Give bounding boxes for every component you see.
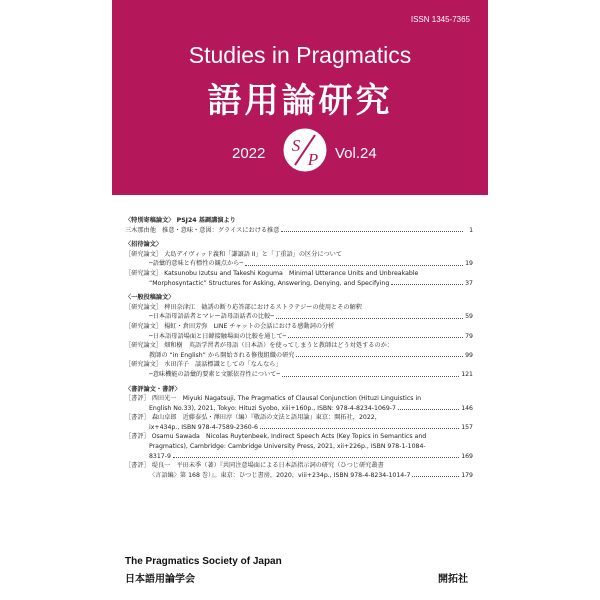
toc-page-number: 99 [465, 351, 473, 359]
toc-line-text: ─意味機能の語彙的要素と文脈依存性について─ [149, 370, 281, 378]
toc-entry [125, 269, 473, 288]
toc-page-number: 19 [465, 260, 473, 268]
toc-entry [125, 360, 473, 379]
toc-line [125, 269, 473, 279]
toc-line-text: ─日本語母語場面と日韓接触場面の比較を通して─ [149, 332, 287, 340]
toc-entry [125, 394, 473, 413]
toc-line [125, 250, 473, 260]
toc-page-number: 79 [465, 332, 473, 340]
cover-header-band [112, 0, 488, 195]
toc-leader-dots [391, 279, 463, 286]
toc-line-text: 8317-9 [149, 452, 171, 460]
journal-cover [112, 0, 488, 600]
publisher-name: 開拓社 [438, 574, 468, 585]
toc-line-text: ─日本語母語話者とマレー語母語話者の比較─ [149, 313, 275, 321]
toc-page-number: 157 [461, 423, 473, 431]
issue-year: 2022 [232, 145, 266, 162]
toc-entry [125, 432, 473, 461]
toc-line [125, 370, 473, 380]
toc-leader-dots [282, 370, 459, 377]
toc-entry [125, 250, 473, 269]
toc-line [125, 332, 473, 342]
toc-leader-dots [276, 312, 463, 319]
toc-line-text: ix+434p., ISBN 978-4-7589-2360-6 [149, 423, 258, 431]
toc-section-title: 〈招待論文〉 [125, 241, 163, 249]
toc-line-text: ［書評］ 森山卓郎 近藤泰弘・澤田淳（編）『敬語の文法と語用論』東京：開拓社，2022， [125, 414, 381, 422]
toc-leader-dots [281, 226, 463, 233]
toc-section-title: 〈特別寄稿論文〉 PSJ24 基調講演より [125, 217, 236, 224]
toc-line-text: ［書評］ Osamu Sawada Nicolas Ruytenbeek, Indirect Speech Acts (Key Topics in Semantics and [125, 433, 427, 441]
toc-entry [125, 226, 473, 236]
toc-entry [125, 322, 473, 341]
toc-entry [125, 303, 473, 322]
toc-leader-dots [173, 452, 459, 459]
toc-leader-dots [296, 351, 463, 358]
toc-line-text: ［研究論文］ 水田洋子 談話標識としての「なんなら」 [125, 361, 282, 369]
toc-line [125, 322, 473, 332]
toc-line [125, 303, 473, 313]
toc-line [125, 461, 473, 471]
toc-line [125, 471, 473, 481]
toc-section-title: 〈一般投稿論文〉 [125, 294, 175, 302]
toc-page-number: 121 [461, 370, 473, 378]
toc-line [125, 442, 473, 452]
toc-leader-dots [412, 471, 459, 478]
toc-line-text: 〈言語編〉第 168 巻）』。東京：ひつじ書房，2020，viii+234p., ISBN 978-4-8234-1014-7 [149, 471, 411, 479]
toc-line [125, 394, 473, 404]
toc-line-text: ［研究論文］ 畑和樹 英語学習者が母語（日本語）を使ってしまうと教師はどう対処するのか： [125, 342, 394, 350]
toc-leader-dots [245, 259, 463, 266]
toc-entry [125, 413, 473, 432]
toc-line-text: ─語彙的意味と有標性の観点から─ [149, 260, 244, 268]
table-of-contents [125, 216, 473, 480]
toc-line-text: “Morphosyntactic” Structures for Asking, Answering, Denying, and Specifying [149, 279, 390, 287]
toc-page-number: 146 [461, 404, 473, 412]
toc-line-text: English No.33), 2021, Tokyo: Hituzi Syobo, xiii+160p., ISBN: 978-4-8234-1069-7 [149, 404, 396, 412]
toc-line-text: 三木那由他 推意・意味・意図：グライスにおける推意 [125, 226, 280, 234]
toc-line-text: ［書評］ 堤良一 平田未季（著）『共同注意場面による日本語指示詞の研究（ひつじ研究叢書 [125, 462, 384, 470]
toc-page-number: 1 [469, 226, 473, 234]
journal-title-en: Studies in Pragmatics [188, 42, 412, 68]
toc-line [125, 279, 473, 289]
toc-line-text: Pragmatics), Cambridge: Cambridge University Press, 2021, xii+226p., ISBN 978-1-1084- [149, 443, 426, 451]
toc-line-text: ［研究論文］ Katsunobu Izutsu and Takeshi Koguma Minimal Utterance Units and Unbreakable [125, 269, 419, 277]
toc-line [125, 432, 473, 442]
toc-line [125, 226, 473, 236]
society-name-en: The Pragmatics Society of Japan [125, 556, 282, 567]
toc-leader-dots [288, 332, 463, 339]
toc-page-number: 37 [465, 279, 473, 287]
toc-line [125, 341, 473, 351]
logo-letter-s: S [291, 136, 301, 155]
toc-line [125, 259, 473, 269]
toc-line-text: ［研究論文］ 稗田奈津江 勧誘の断り応答部におけるストラテジーの使用とその解釈 [125, 303, 362, 311]
sp-logo [282, 127, 328, 173]
issn: ISSN 1345-7365 [410, 15, 470, 24]
society-name-jp: 日本語用論学会 [125, 574, 195, 585]
toc-page-number: 59 [465, 313, 473, 321]
toc-line [125, 312, 473, 322]
toc-page-number: 179 [461, 471, 473, 479]
toc-entry [125, 461, 473, 480]
toc-line-text: ［研究論文］ 楊虹・倉田芳弥 LINE チャットの会話における感動詞の分析 [125, 322, 335, 330]
toc-page-number: 169 [461, 452, 473, 460]
toc-line [125, 452, 473, 462]
toc-leader-dots [260, 423, 459, 430]
journal-title-jp: 語用論研究 [207, 81, 393, 121]
toc-line-text: 教師の “in English” から開始される修復組織の研究 [149, 351, 295, 359]
toc-line [125, 360, 473, 370]
toc-leader-dots [398, 404, 459, 411]
toc-line-text: ［研究論文］ 大島デイヴィッド義和「謙譲語 II」と「丁重語」の区分について [125, 250, 343, 258]
toc-section-title: 〈書評論文・書評〉 [125, 385, 181, 393]
issue-volume: Vol.24 [335, 145, 377, 162]
toc-line [125, 413, 473, 423]
logo-letter-p: P [307, 150, 319, 169]
toc-line-text: ［書評］ 西田光一 Miyuki Nagatsuji, The Pragmatics of Clausal Conjunction (Hituzi Linguistics in [125, 395, 422, 403]
toc-line [125, 351, 473, 361]
toc-line [125, 404, 473, 414]
toc-line [125, 423, 473, 433]
toc-entry [125, 341, 473, 360]
